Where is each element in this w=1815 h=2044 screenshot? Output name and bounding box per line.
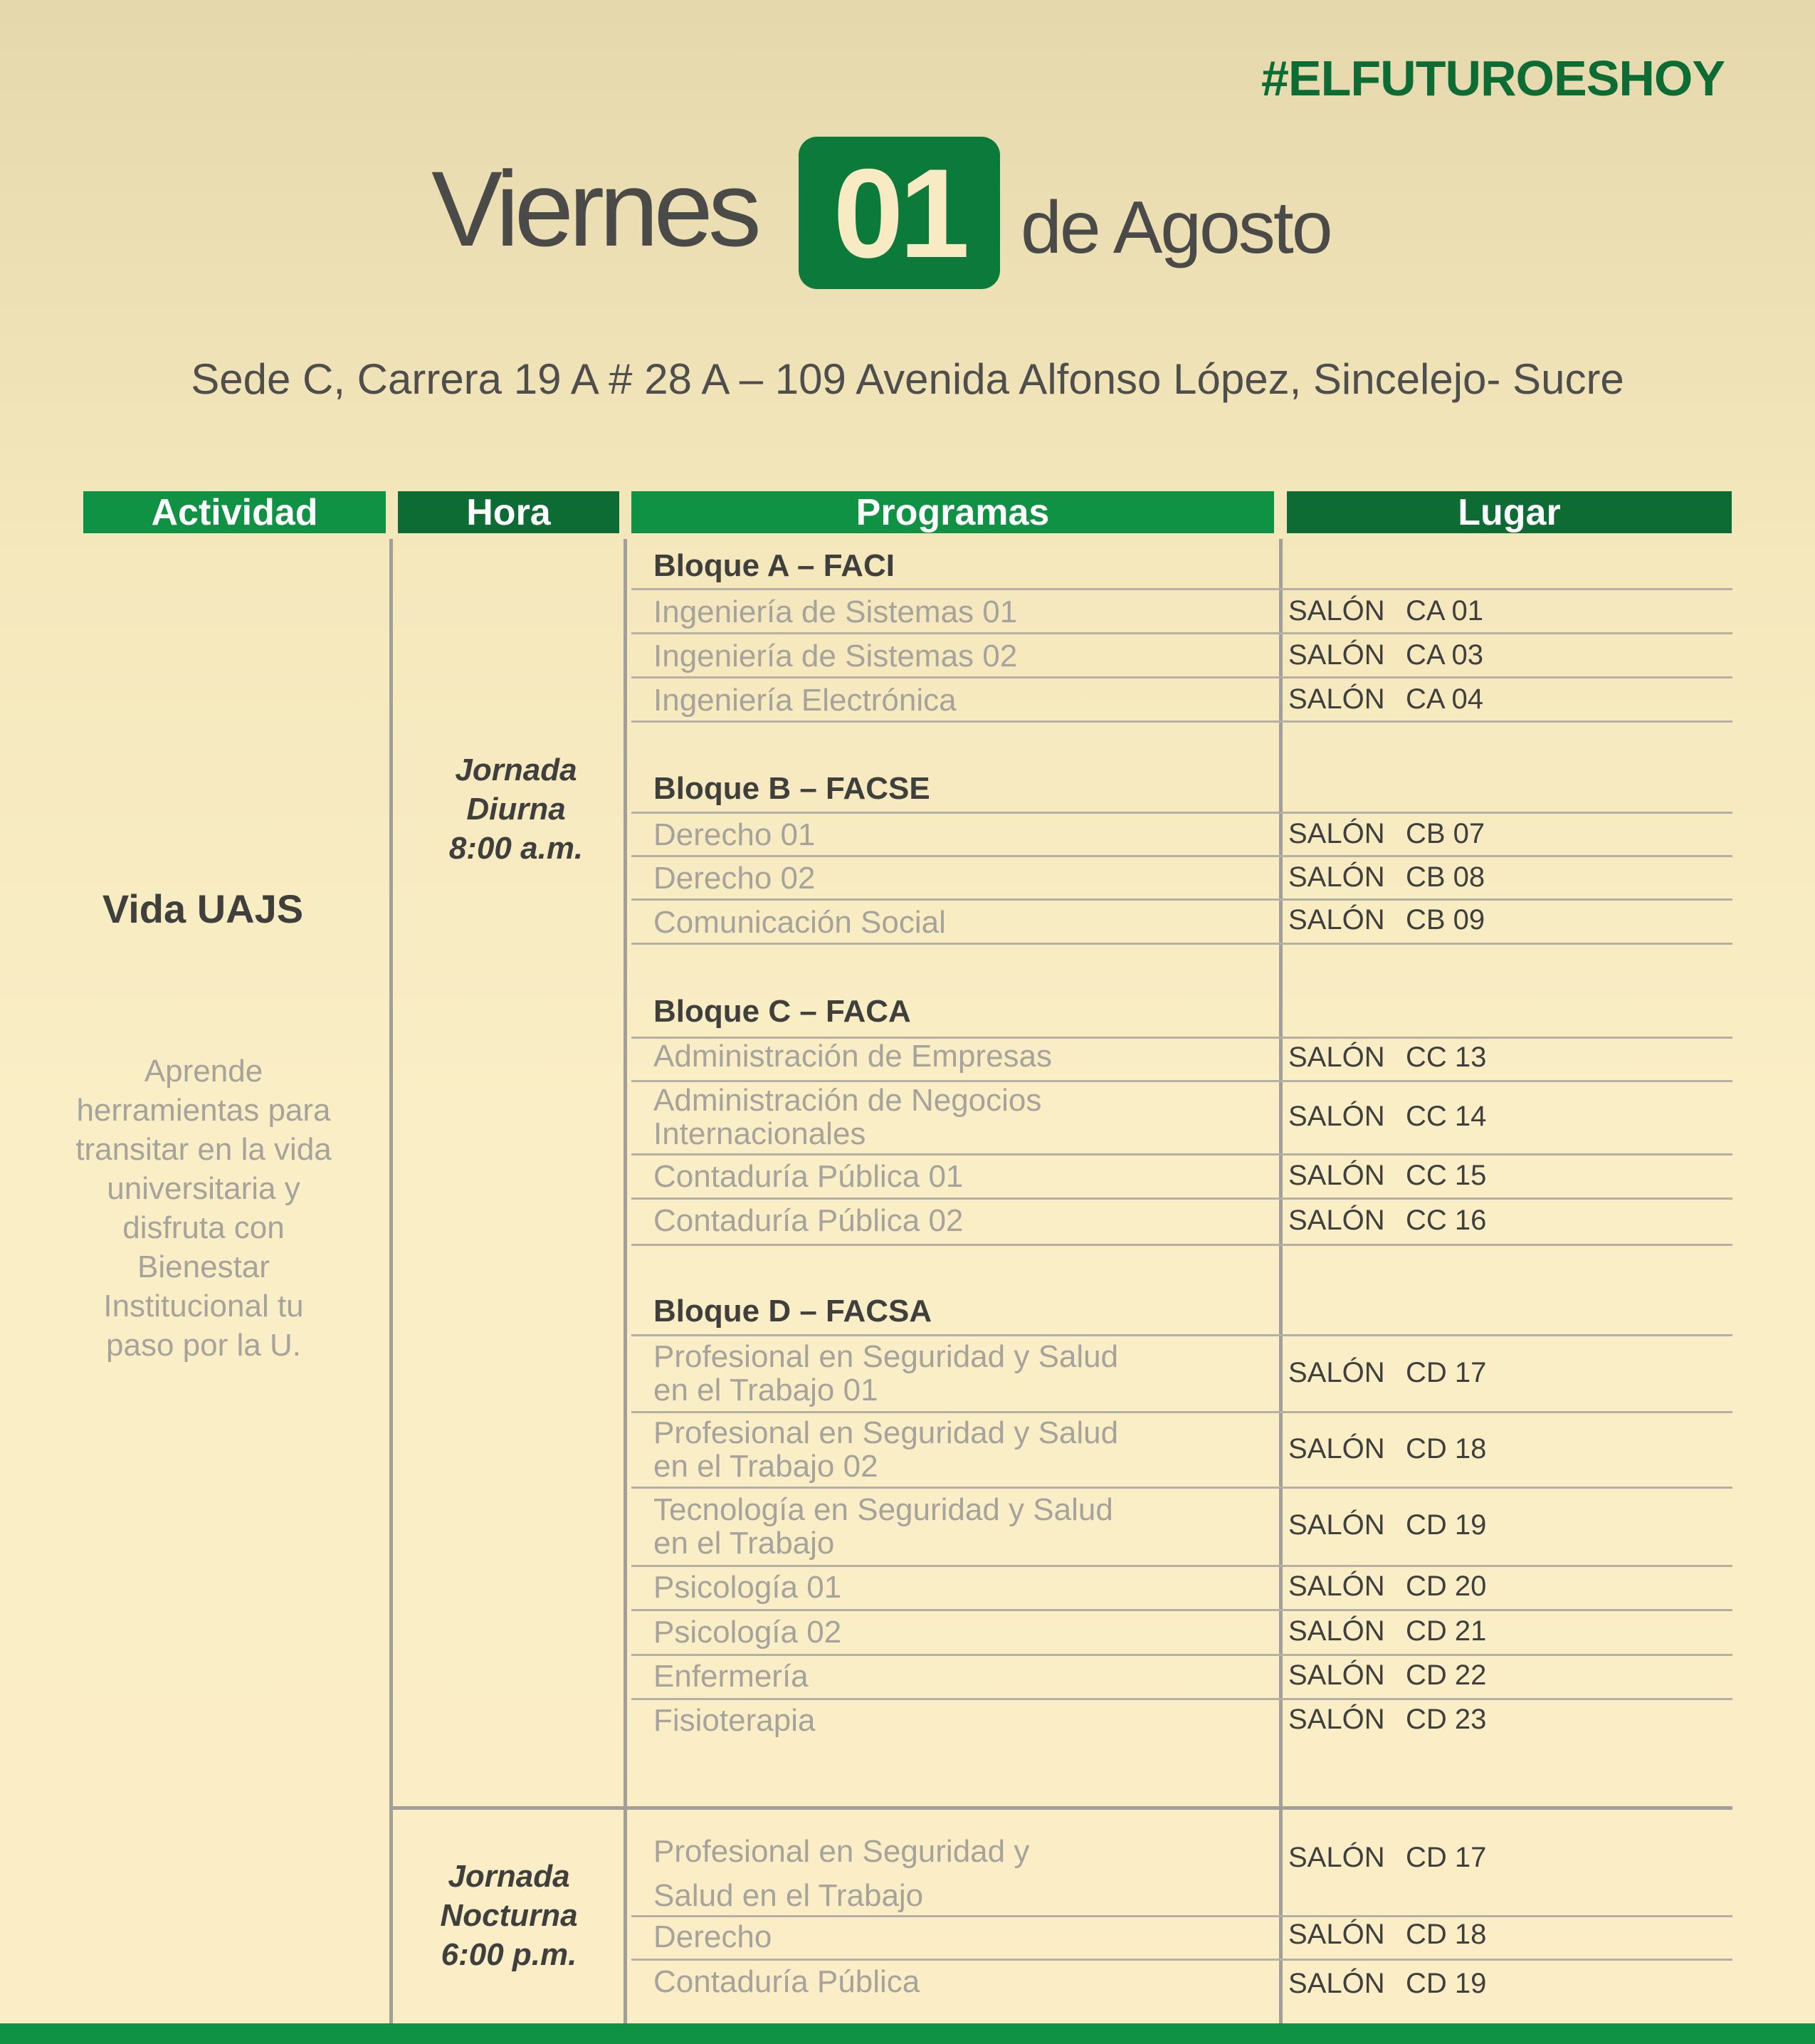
room-code: CD 17 bbox=[1406, 1357, 1487, 1388]
row-divider bbox=[631, 1654, 1732, 1656]
room-code: CC 15 bbox=[1406, 1160, 1487, 1191]
row-divider bbox=[631, 1959, 1732, 1961]
header-actividad: Actividad bbox=[83, 491, 386, 533]
program-name: Derecho 01 bbox=[653, 817, 816, 852]
header-programas: Programas bbox=[631, 491, 1274, 533]
program-name: Contaduría Pública bbox=[653, 1964, 920, 1999]
program-name: Psicología 01 bbox=[653, 1570, 842, 1605]
row-divider bbox=[631, 812, 1732, 814]
room-label bbox=[1288, 1660, 1486, 1692]
jornada-diurna bbox=[399, 750, 633, 868]
row-divider bbox=[631, 676, 1732, 678]
room-code: CD 19 bbox=[1406, 1968, 1487, 1999]
room-label bbox=[1288, 1571, 1486, 1603]
program-name: Administración de Negocios Internacionales bbox=[653, 1083, 1042, 1151]
row-divider bbox=[631, 632, 1732, 634]
jornada-nocturna bbox=[391, 1857, 626, 1974]
block-title: Bloque D – FACSA bbox=[653, 1294, 932, 1328]
program-name: Fisioterapia bbox=[653, 1703, 816, 1738]
block-title: Bloque B – FACSE bbox=[653, 771, 930, 806]
room-label bbox=[1288, 1433, 1486, 1465]
place-label: SALÓN bbox=[1288, 1615, 1385, 1647]
column-divider bbox=[389, 539, 393, 2023]
room-label bbox=[1288, 1101, 1486, 1133]
program-name: Psicología 02 bbox=[653, 1615, 842, 1650]
program-name: Profesional en Seguridad y Salud en el Trabajo 01 bbox=[653, 1339, 1119, 1408]
row-divider bbox=[631, 1411, 1732, 1413]
room-code: CC 14 bbox=[1406, 1101, 1487, 1132]
place-label: SALÓN bbox=[1288, 1357, 1385, 1388]
place-label: SALÓN bbox=[1288, 861, 1385, 893]
place-label: SALÓN bbox=[1288, 904, 1385, 935]
place-label: SALÓN bbox=[1288, 1660, 1385, 1691]
header-lugar: Lugar bbox=[1287, 491, 1732, 533]
room-code: CD 17 bbox=[1406, 1842, 1487, 1873]
room-label bbox=[1288, 1205, 1486, 1237]
place-label: SALÓN bbox=[1288, 818, 1385, 849]
program-name: Ingeniería Electrónica bbox=[653, 683, 957, 718]
room-label bbox=[1288, 904, 1485, 936]
room-code: CD 21 bbox=[1406, 1615, 1487, 1647]
place-label: SALÓN bbox=[1288, 1205, 1385, 1236]
jornada-diurna-time: 8:00 a.m. bbox=[448, 831, 584, 866]
room-label bbox=[1288, 1615, 1486, 1647]
room-label bbox=[1288, 1042, 1486, 1074]
place-label: SALÓN bbox=[1288, 1704, 1385, 1735]
row-divider bbox=[631, 898, 1732, 901]
row-divider bbox=[631, 720, 1732, 723]
place-label: SALÓN bbox=[1288, 1919, 1385, 1950]
date-weekday: Viernes bbox=[431, 149, 757, 268]
program-name: Contaduría Pública 02 bbox=[653, 1203, 964, 1238]
jornada-nocturna-label: Jornada bbox=[448, 1859, 570, 1894]
program-name: Derecho bbox=[653, 1919, 772, 1954]
program-name: Derecho 02 bbox=[653, 861, 816, 896]
row-divider bbox=[631, 1609, 1732, 1611]
program-name: Comunicación Social bbox=[653, 905, 946, 940]
program-name: Ingeniería de Sistemas 01 bbox=[653, 594, 1018, 629]
program-name: Profesional en Seguridad y Salud en el Trabajo 02 bbox=[653, 1415, 1119, 1484]
place-label: SALÓN bbox=[1288, 1433, 1385, 1464]
jornada-nocturna-type: Nocturna bbox=[440, 1898, 578, 1933]
room-label bbox=[1288, 1842, 1486, 1874]
room-label bbox=[1288, 1968, 1486, 2000]
place-label: SALÓN bbox=[1288, 1571, 1385, 1602]
address: Sede C, Carrera 19 A # 28 A – 109 Avenida Alfonso López, Sincelejo- Sucre bbox=[191, 355, 1624, 403]
room-label bbox=[1288, 1919, 1486, 1951]
place-label: SALÓN bbox=[1288, 1509, 1385, 1541]
room-label bbox=[1288, 1160, 1486, 1192]
room-label bbox=[1288, 1357, 1486, 1389]
row-divider bbox=[631, 1487, 1732, 1489]
room-code: CB 07 bbox=[1406, 818, 1485, 849]
place-label: SALÓN bbox=[1288, 1842, 1385, 1873]
room-label bbox=[1288, 1704, 1486, 1736]
room-label bbox=[1288, 683, 1483, 716]
row-divider bbox=[631, 1698, 1732, 1700]
place-label: SALÓN bbox=[1288, 1160, 1385, 1191]
header-hora: Hora bbox=[398, 491, 619, 533]
jornada-diurna-type: Diurna bbox=[466, 792, 566, 827]
row-divider bbox=[631, 943, 1732, 945]
row-divider bbox=[631, 1153, 1732, 1155]
block-title: Bloque C – FACA bbox=[653, 994, 911, 1029]
program-name: Profesional en Seguridad y Salud en el Trabajo bbox=[653, 1834, 1030, 1913]
room-code: CC 13 bbox=[1406, 1042, 1487, 1073]
column-divider bbox=[1279, 539, 1283, 2023]
place-label: SALÓN bbox=[1288, 683, 1385, 715]
jornada-diurna-label: Jornada bbox=[455, 753, 577, 787]
room-label bbox=[1288, 818, 1485, 850]
program-name: Ingeniería de Sistemas 02 bbox=[653, 639, 1018, 674]
room-code: CD 18 bbox=[1406, 1433, 1487, 1464]
hashtag: #ELFUTUROESHOY bbox=[1261, 51, 1725, 106]
room-code: CB 09 bbox=[1406, 904, 1485, 935]
block-title: Bloque A – FACI bbox=[653, 548, 895, 583]
room-code: CD 22 bbox=[1406, 1660, 1487, 1691]
room-code: CD 20 bbox=[1406, 1571, 1487, 1602]
room-code: CA 01 bbox=[1406, 595, 1483, 627]
place-label: SALÓN bbox=[1288, 1042, 1385, 1073]
place-label: SALÓN bbox=[1288, 1101, 1385, 1132]
row-divider bbox=[631, 1080, 1732, 1082]
place-label: SALÓN bbox=[1288, 1968, 1385, 1999]
room-code: CD 18 bbox=[1406, 1919, 1487, 1950]
room-code: CC 16 bbox=[1406, 1205, 1487, 1236]
room-label bbox=[1288, 595, 1483, 627]
date-day-badge: 01 bbox=[799, 137, 1000, 289]
row-divider bbox=[631, 1915, 1732, 1917]
date-month: de Agosto bbox=[1021, 187, 1331, 269]
bottom-bar bbox=[0, 2023, 1815, 2044]
jornada-nocturna-time: 6:00 p.m. bbox=[441, 1937, 577, 1972]
program-name: Contaduría Pública 01 bbox=[653, 1159, 964, 1194]
program-name: Enfermería bbox=[653, 1659, 809, 1694]
program-name: Administración de Empresas bbox=[653, 1039, 1053, 1074]
room-code: CD 23 bbox=[1406, 1704, 1487, 1735]
room-label bbox=[1288, 861, 1485, 893]
row-divider bbox=[631, 1565, 1732, 1567]
row-divider bbox=[631, 855, 1732, 857]
room-code: CA 03 bbox=[1406, 639, 1483, 671]
room-code: CA 04 bbox=[1406, 683, 1483, 715]
room-label bbox=[1288, 1509, 1486, 1541]
room-code: CB 08 bbox=[1406, 861, 1485, 893]
row-divider bbox=[631, 588, 1732, 590]
activity-description: Aprende herramientas para transitar en la vida universitaria y disfruta con Bienestar Institucional tu paso por la U. bbox=[75, 1054, 332, 1363]
activity-title: Vida UAJS bbox=[102, 886, 304, 931]
place-label: SALÓN bbox=[1288, 595, 1385, 627]
row-divider bbox=[631, 1334, 1732, 1336]
place-label: SALÓN bbox=[1288, 639, 1385, 671]
session-divider bbox=[389, 1806, 1732, 1810]
program-name: Tecnología en Seguridad y Salud en el Trabajo bbox=[653, 1492, 1113, 1561]
room-code: CD 19 bbox=[1406, 1509, 1487, 1541]
row-divider bbox=[631, 1244, 1732, 1246]
row-divider bbox=[631, 1197, 1732, 1200]
room-label bbox=[1288, 639, 1483, 671]
